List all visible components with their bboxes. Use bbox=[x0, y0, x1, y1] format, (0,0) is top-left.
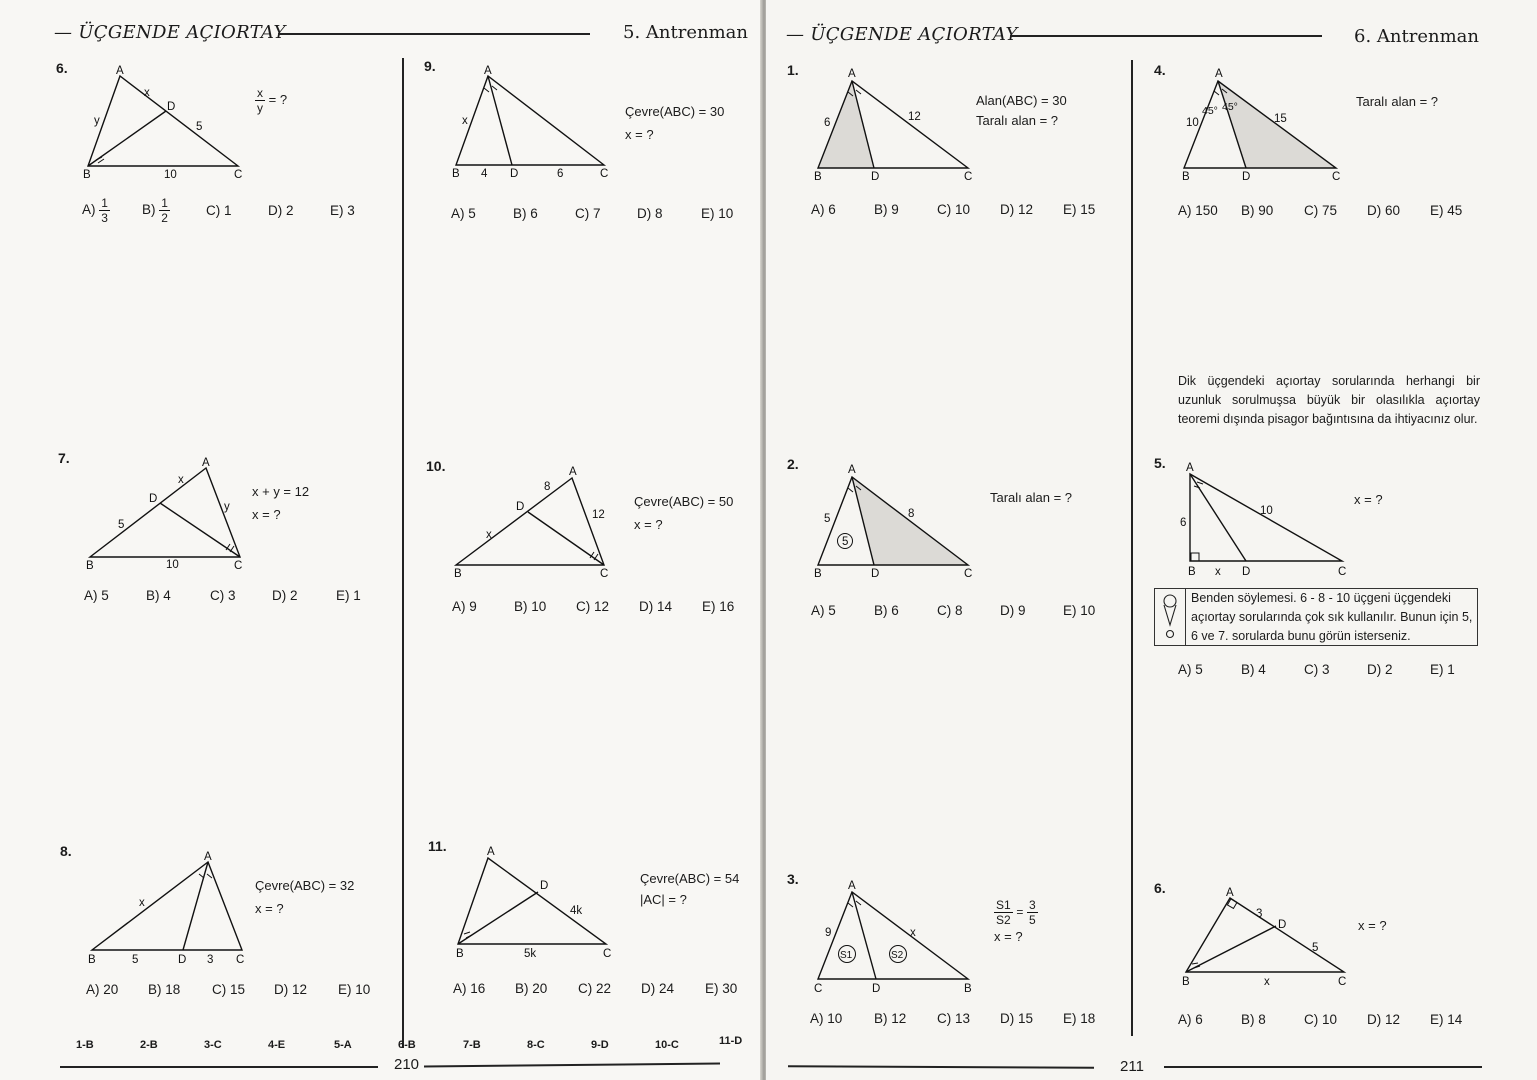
fraction-numerator: 3 bbox=[1028, 898, 1036, 912]
vertex-label: A bbox=[848, 68, 856, 80]
choice-d[interactable]: D) 12 bbox=[274, 982, 308, 997]
choice-c[interactable]: C) 22 bbox=[578, 981, 612, 996]
vertex-label: D bbox=[871, 171, 880, 183]
choice-d[interactable]: D) 8 bbox=[637, 206, 663, 221]
side-label: 3 bbox=[1256, 908, 1263, 920]
area-label: S2 bbox=[891, 950, 904, 961]
vertex-label: D bbox=[149, 493, 158, 505]
vertex-label: D bbox=[872, 983, 881, 995]
choice-d[interactable]: D) 2 bbox=[268, 203, 294, 218]
side-label: 3 bbox=[207, 954, 214, 966]
choice-label: A) bbox=[82, 202, 96, 218]
choice-c[interactable]: C) 8 bbox=[937, 603, 963, 618]
choice-b[interactable]: B) 20 bbox=[515, 981, 548, 996]
choice-e[interactable]: E) 30 bbox=[705, 981, 738, 996]
vertex-label: B bbox=[454, 568, 462, 580]
fraction-denominator: S2 bbox=[996, 913, 1011, 927]
triangle-figure bbox=[1180, 64, 1350, 189]
vertex-label: A bbox=[569, 466, 577, 478]
vertex-label: D bbox=[167, 101, 176, 113]
question-line: x = ? bbox=[255, 901, 284, 916]
choice-d[interactable]: D) 2 bbox=[272, 588, 298, 603]
answer-key-item: 9-D bbox=[591, 1039, 609, 1051]
footer-rule bbox=[60, 1066, 378, 1068]
answer-choices bbox=[1178, 203, 1470, 218]
vertex-label: D bbox=[540, 880, 549, 892]
area-label: S1 bbox=[840, 950, 853, 961]
ratio-equation bbox=[994, 898, 1038, 927]
choice-a[interactable]: A) 5 bbox=[84, 588, 109, 603]
right-header-training: 6. Antrenman bbox=[1354, 26, 1479, 47]
choice-d[interactable]: D) 12 bbox=[1000, 202, 1034, 217]
answer-choices bbox=[811, 202, 1103, 217]
side-label: x bbox=[910, 927, 916, 939]
question-statement bbox=[976, 91, 1067, 131]
choice-d[interactable]: D) 9 bbox=[1000, 603, 1026, 618]
answer-key-item: 10-C bbox=[655, 1039, 679, 1051]
question-line: x = ? bbox=[994, 929, 1023, 944]
fraction-denominator: y bbox=[257, 101, 263, 115]
side-label: 5 bbox=[1312, 942, 1319, 954]
vertex-label: A bbox=[116, 65, 124, 77]
triangle-figure bbox=[80, 62, 260, 187]
vertex-label: B bbox=[1182, 976, 1190, 988]
footer-rule bbox=[788, 1065, 1094, 1069]
side-label: 10 bbox=[164, 169, 177, 181]
choice-b[interactable]: B) 18 bbox=[148, 982, 181, 997]
choice-e[interactable]: E) 3 bbox=[330, 203, 355, 218]
side-label: 5 bbox=[132, 954, 139, 966]
left-page bbox=[0, 0, 762, 1080]
side-label: 6 bbox=[824, 117, 831, 129]
question-line: Çevre(ABC) = 30 bbox=[625, 104, 725, 119]
answer-key-item: 3-C bbox=[204, 1039, 222, 1051]
answer-choices bbox=[86, 982, 378, 997]
vertex-label: C bbox=[964, 171, 973, 183]
vertex-label: A bbox=[1186, 462, 1194, 474]
side-label: 5 bbox=[118, 519, 125, 531]
question-number: 2. bbox=[787, 456, 799, 472]
question-statement bbox=[255, 876, 354, 919]
vertex-label: C bbox=[236, 954, 245, 966]
question-statement bbox=[625, 102, 724, 145]
choice-d[interactable]: D) 24 bbox=[641, 981, 675, 996]
question-number: 3. bbox=[787, 871, 799, 887]
vertex-label: C bbox=[1332, 171, 1341, 183]
question-statement bbox=[255, 86, 287, 115]
answer-choices bbox=[452, 599, 748, 614]
answer-choices bbox=[84, 588, 376, 603]
choice-a[interactable]: A) 6 bbox=[811, 202, 836, 217]
question-statement bbox=[994, 898, 1038, 947]
choice-a[interactable]: A) 5 bbox=[811, 603, 836, 618]
vertex-label: D bbox=[516, 501, 525, 513]
tip-text: Benden söylemesi. 6 - 8 - 10 üçgeni üçgendeki açıortay sorularında çok sık kullanılır. Bunun için 5, 6 ve 7. sorularda bunu görün isterseniz. bbox=[1191, 591, 1473, 643]
choice-c[interactable]: C) 12 bbox=[576, 599, 610, 614]
choice-c[interactable]: C) 13 bbox=[937, 1011, 971, 1026]
question-number: 1. bbox=[787, 62, 799, 78]
question-number: 7. bbox=[58, 450, 70, 466]
side-label: y bbox=[94, 115, 100, 127]
question-statement bbox=[1356, 92, 1438, 112]
triangle-figure bbox=[812, 874, 982, 999]
vertex-label: D bbox=[871, 568, 880, 580]
answer-choices bbox=[453, 981, 745, 996]
answer-key-item: 5-A bbox=[334, 1039, 352, 1051]
question-number: 6. bbox=[1154, 880, 1166, 896]
angle-label: 45° bbox=[1202, 105, 1218, 117]
question-line: Taralı alan = ? bbox=[976, 113, 1059, 128]
vertex-label: A bbox=[204, 851, 212, 863]
fraction-denominator: 5 bbox=[1028, 913, 1036, 927]
side-label: x bbox=[1215, 566, 1221, 578]
triangle-figure bbox=[452, 462, 622, 587]
question-line: x = ? bbox=[1354, 492, 1383, 507]
side-label: 8 bbox=[908, 508, 915, 520]
choice-c[interactable]: C) 10 bbox=[1304, 1012, 1338, 1027]
choice-a[interactable]: A) 5 bbox=[451, 206, 476, 221]
left-column-rule bbox=[402, 58, 404, 1048]
question-line: Çevre(ABC) = 32 bbox=[255, 878, 355, 893]
choice-e[interactable]: E) 10 bbox=[701, 206, 734, 221]
answer-key-item: 4-E bbox=[268, 1039, 286, 1051]
vertex-label: B bbox=[964, 983, 972, 995]
side-label: 15 bbox=[1274, 113, 1287, 125]
ratio-fraction bbox=[255, 86, 265, 115]
exclamation-icon bbox=[1155, 589, 1185, 645]
vertex-label: A bbox=[1215, 68, 1223, 80]
answer-choices bbox=[811, 603, 1103, 618]
choice-e[interactable]: E) 10 bbox=[338, 982, 371, 997]
side-label: x bbox=[1264, 976, 1270, 988]
side-label: 10 bbox=[166, 559, 179, 571]
tip-icon bbox=[1155, 589, 1186, 645]
choice-e[interactable]: E) 1 bbox=[1430, 662, 1455, 677]
vertex-label: B bbox=[86, 560, 94, 572]
right-page bbox=[766, 0, 1537, 1080]
side-label: 12 bbox=[592, 509, 605, 521]
choice-e[interactable]: E) 45 bbox=[1430, 203, 1463, 218]
question-line: Alan(ABC) = 30 bbox=[976, 93, 1067, 108]
choice-fraction bbox=[159, 196, 170, 225]
choice-b[interactable]: B) 9 bbox=[874, 202, 899, 217]
answer-key-item: 7-B bbox=[463, 1039, 481, 1051]
equals-sign: = bbox=[1016, 904, 1024, 919]
side-label: 4 bbox=[481, 168, 488, 180]
choice-e[interactable]: E) 10 bbox=[1063, 603, 1096, 618]
choice-a[interactable]: A) 6 bbox=[1178, 1012, 1203, 1027]
vertex-label: C bbox=[603, 948, 612, 960]
side-label: 6 bbox=[1180, 517, 1187, 529]
choice-d[interactable]: D) 60 bbox=[1367, 203, 1401, 218]
question-line: |AC| = ? bbox=[640, 892, 687, 907]
triangle-figure bbox=[82, 452, 262, 577]
right-header-title-text: ÜÇGENDE AÇIORTAY bbox=[810, 24, 1018, 45]
ratio-fraction bbox=[1027, 898, 1038, 927]
right-column-rule bbox=[1131, 60, 1133, 1036]
side-label: 5k bbox=[524, 948, 537, 960]
choice-c[interactable]: C) 10 bbox=[937, 202, 971, 217]
question-number: 6. bbox=[56, 60, 68, 76]
question-statement bbox=[990, 488, 1072, 508]
choice-b[interactable]: B) 8 bbox=[1241, 1012, 1266, 1027]
vertex-label: B bbox=[1188, 566, 1196, 578]
vertex-label: B bbox=[814, 171, 822, 183]
choice-b[interactable]: B) 6 bbox=[513, 206, 538, 221]
answer-choices bbox=[810, 1011, 1103, 1026]
side-label: x bbox=[462, 115, 468, 127]
question-number: 10. bbox=[426, 458, 446, 474]
answer-choices bbox=[1178, 662, 1470, 677]
question-line: x + y = 12 bbox=[252, 484, 310, 499]
question-number: 9. bbox=[424, 58, 436, 74]
question-line: x = ? bbox=[1358, 918, 1387, 933]
question-number: 11. bbox=[428, 838, 447, 854]
answer-choices bbox=[82, 196, 380, 225]
triangle-figure bbox=[450, 62, 620, 187]
vertex-label: B bbox=[456, 948, 464, 960]
right-header-title: — ÜÇGENDE AÇIORTAY bbox=[786, 24, 1018, 45]
question-statement bbox=[1354, 490, 1383, 510]
question-line: = ? bbox=[268, 91, 288, 107]
choice-b[interactable]: B) 4 bbox=[1241, 662, 1266, 677]
angle-label: 45° bbox=[1222, 101, 1238, 113]
vertex-label: C bbox=[234, 169, 243, 181]
fraction-denominator: 2 bbox=[161, 211, 168, 225]
choice-d[interactable]: D) 2 bbox=[1367, 662, 1393, 677]
vertex-label: A bbox=[484, 65, 492, 77]
vertex-label: D bbox=[178, 954, 187, 966]
fraction-numerator: x bbox=[257, 86, 263, 100]
vertex-label: A bbox=[848, 464, 856, 476]
question-line: Çevre(ABC) = 50 bbox=[634, 494, 734, 509]
vertex-label: D bbox=[1242, 566, 1251, 578]
choice-a[interactable]: A) 5 bbox=[1178, 662, 1203, 677]
answer-key-item: 1-B bbox=[76, 1039, 94, 1051]
fraction-numerator: 1 bbox=[161, 196, 168, 210]
vertex-label: D bbox=[510, 168, 519, 180]
triangle-figure bbox=[1180, 884, 1350, 994]
choice-b[interactable] bbox=[142, 196, 206, 225]
footer-rule bbox=[424, 1062, 720, 1067]
tip-box bbox=[1154, 588, 1478, 646]
question-number: 4. bbox=[1154, 62, 1166, 78]
area-label: 5 bbox=[842, 536, 849, 548]
choice-c[interactable]: C) 7 bbox=[575, 206, 601, 221]
question-line: x = ? bbox=[625, 127, 654, 142]
vertex-label: D bbox=[1242, 171, 1251, 183]
answer-choices bbox=[451, 206, 747, 221]
choice-c[interactable]: C) 15 bbox=[212, 982, 246, 997]
choice-d[interactable]: D) 15 bbox=[1000, 1011, 1034, 1026]
side-label: 12 bbox=[908, 111, 921, 123]
side-label: 8 bbox=[544, 481, 551, 493]
side-label: x bbox=[178, 474, 184, 486]
left-header-title-text: ÜÇGENDE AÇIORTAY bbox=[78, 22, 286, 43]
question-statement bbox=[640, 869, 739, 910]
side-label: 5 bbox=[196, 121, 203, 133]
footer-rule bbox=[1164, 1066, 1482, 1068]
choice-d[interactable]: D) 12 bbox=[1367, 1012, 1401, 1027]
choice-a[interactable]: A) 150 bbox=[1178, 203, 1218, 218]
side-label: 4k bbox=[570, 905, 583, 917]
answer-key-item: 6-B bbox=[398, 1039, 416, 1051]
side-label: 6 bbox=[557, 168, 564, 180]
question-statement bbox=[634, 492, 733, 535]
choice-b[interactable]: B) 12 bbox=[874, 1011, 907, 1026]
side-label: x bbox=[486, 529, 492, 541]
answer-key bbox=[0, 1035, 762, 1055]
choice-a[interactable]: A) 9 bbox=[452, 599, 477, 614]
question-line: x = ? bbox=[252, 507, 281, 522]
vertex-label: B bbox=[83, 169, 91, 181]
left-header-title: — ÜÇGENDE AÇIORTAY bbox=[54, 22, 286, 43]
side-label: y bbox=[224, 501, 230, 513]
vertex-label: C bbox=[234, 560, 243, 572]
triangle-figure bbox=[1178, 458, 1348, 583]
question-line: x = ? bbox=[634, 517, 663, 532]
choice-d[interactable]: D) 14 bbox=[639, 599, 673, 614]
choice-b[interactable]: B) 90 bbox=[1241, 203, 1274, 218]
question-number: 8. bbox=[60, 843, 72, 859]
choice-e[interactable]: E) 18 bbox=[1063, 1011, 1096, 1026]
vertex-label: C bbox=[814, 983, 823, 995]
page-number: 211 bbox=[1120, 1058, 1144, 1075]
vertex-label: D bbox=[1278, 919, 1287, 931]
choice-a[interactable]: A) 16 bbox=[453, 981, 486, 996]
vertex-label: C bbox=[600, 168, 609, 180]
vertex-label: C bbox=[600, 568, 609, 580]
vertex-label: A bbox=[1226, 887, 1234, 899]
choice-e[interactable]: E) 14 bbox=[1430, 1012, 1463, 1027]
vertex-label: B bbox=[814, 568, 822, 580]
fraction-numerator: S1 bbox=[996, 898, 1011, 912]
left-header-training: 5. Antrenman bbox=[623, 22, 748, 43]
side-label: 9 bbox=[825, 927, 832, 939]
fraction-denominator: 3 bbox=[101, 211, 108, 225]
choice-fraction bbox=[99, 196, 110, 225]
answer-key-item: 11-D bbox=[719, 1035, 743, 1047]
choice-c[interactable]: C) 1 bbox=[206, 203, 232, 218]
side-label: 10 bbox=[1260, 505, 1273, 517]
question-statement bbox=[252, 482, 309, 525]
ratio-fraction bbox=[994, 898, 1013, 927]
choice-a[interactable] bbox=[82, 196, 142, 225]
triangle-figure bbox=[84, 846, 264, 971]
choice-b[interactable]: B) 4 bbox=[146, 588, 171, 603]
side-label: x bbox=[144, 87, 150, 99]
choice-a[interactable]: A) 20 bbox=[86, 982, 119, 997]
vertex-label: C bbox=[964, 568, 973, 580]
vertex-label: B bbox=[452, 168, 460, 180]
answer-choices bbox=[1178, 1012, 1470, 1027]
page-number: 210 bbox=[394, 1056, 420, 1073]
side-label: 5 bbox=[824, 513, 831, 525]
vertex-label: B bbox=[88, 954, 96, 966]
question-statement bbox=[1358, 916, 1387, 936]
answer-key-item: 2-B bbox=[140, 1039, 158, 1051]
triangle-figure bbox=[812, 460, 982, 585]
vertex-label: A bbox=[487, 846, 495, 858]
question-line: Çevre(ABC) = 54 bbox=[640, 871, 740, 886]
choice-label: B) bbox=[142, 202, 156, 218]
vertex-label: B bbox=[1182, 171, 1190, 183]
vertex-label: C bbox=[1338, 566, 1347, 578]
question-line: Taralı alan = ? bbox=[1356, 94, 1439, 109]
side-label: x bbox=[139, 897, 145, 909]
vertex-label: A bbox=[202, 457, 210, 469]
fraction-numerator: 1 bbox=[101, 196, 108, 210]
choice-b[interactable]: B) 10 bbox=[514, 599, 547, 614]
left-header-rule bbox=[278, 33, 590, 35]
choice-a[interactable]: A) 10 bbox=[810, 1011, 843, 1026]
choice-e[interactable]: E) 16 bbox=[702, 599, 735, 614]
choice-e[interactable]: E) 15 bbox=[1063, 202, 1096, 217]
question-number: 5. bbox=[1154, 455, 1166, 471]
choice-e[interactable]: E) 1 bbox=[336, 588, 361, 603]
answer-key-item: 8-C bbox=[527, 1039, 545, 1051]
choice-c[interactable]: C) 3 bbox=[210, 588, 236, 603]
triangle-figure bbox=[454, 842, 624, 967]
side-label: 10 bbox=[1186, 117, 1199, 129]
choice-c[interactable]: C) 75 bbox=[1304, 203, 1338, 218]
choice-c[interactable]: C) 3 bbox=[1304, 662, 1330, 677]
right-header-rule bbox=[1010, 35, 1322, 37]
info-note: Dik üçgendeki açıortay sorularında herhangi bir uzunluk sorulmuşsa büyük bir olasılıkla açıortay teoremi dışında pisagor bağıntısına da ihtiyacınız olur. bbox=[1178, 374, 1480, 426]
question-line: Taralı alan = ? bbox=[990, 490, 1073, 505]
triangle-figure bbox=[812, 64, 982, 189]
vertex-label: C bbox=[1338, 976, 1347, 988]
vertex-label: A bbox=[848, 880, 856, 892]
choice-b[interactable]: B) 6 bbox=[874, 603, 899, 618]
